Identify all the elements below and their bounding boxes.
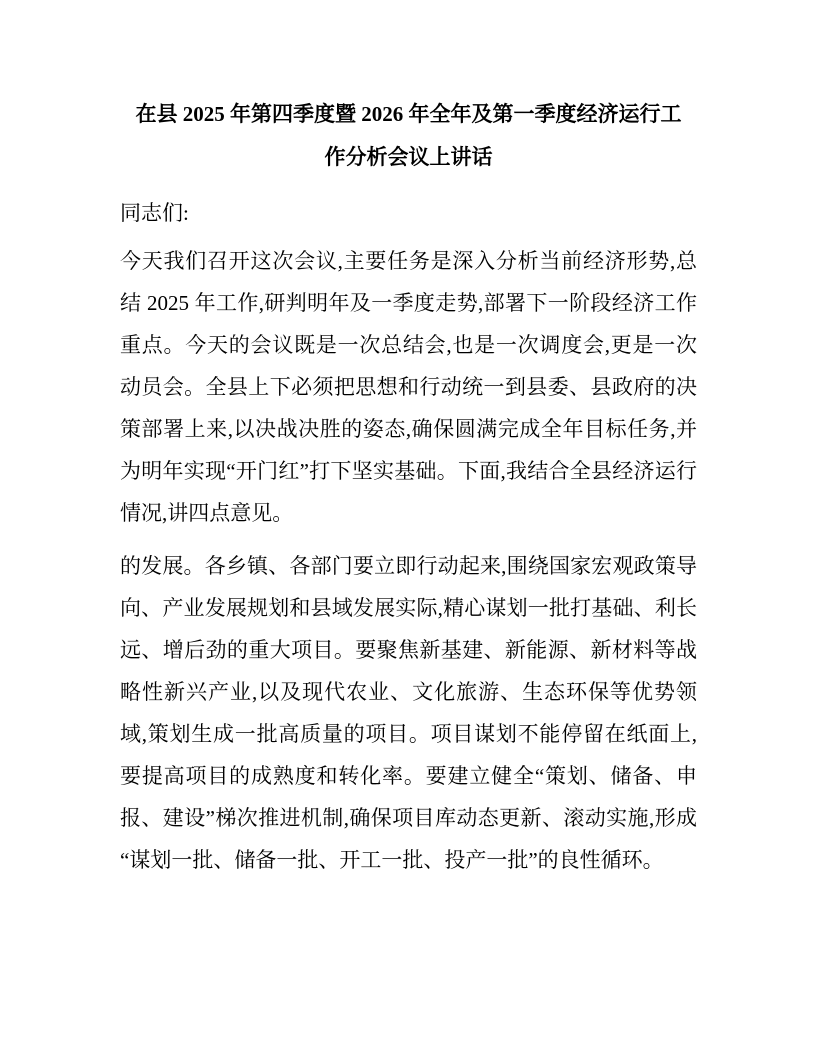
paragraph-opening: 今天我们召开这次会议,主要任务是深入分析当前经济形势,总结 2025 年工作,研判明年及一季度走势,部署下一阶段经济工作重点。今天的会议既是一次总结会,也是一次调度会,更是一次动员会。全县上下必须把思想和行动统一到县委、县政府的决策部署上来,以决战决胜的姿态,确保圆满完成全年目标任务,并为明年实现“开门红”打下坚实基础。下面,我结合全县经济运行情况,讲四点意见。 (120, 249, 697, 525)
title-line-1: 在县 2025 年第四季度暨 2026 年全年及第一季度经济运行工 (135, 102, 682, 126)
salutation: 同志们: (120, 201, 189, 225)
title-line-2: 作分析会议上讲话 (324, 145, 493, 169)
document-title (120, 93, 697, 179)
paragraph-continuation: 的发展。各乡镇、各部门要立即行动起来,围绕国家宏观政策导向、产业发展规划和县域发展实际,精心谋划一批打基础、利长远、增后劲的重大项目。要聚焦新基建、新能源、新材料等战略性新兴产业,以及现代农业、文化旅游、生态环保等优势领域,策划生成一批高质量的项目。项目谋划不能停留在纸面上,要提高项目的成熟度和转化率。要建立健全“策划、储备、申报、建设”梯次推进机制,确保项目库动态更新、滚动实施,形成“谋划一批、储备一批、开工一批、投产一批”的良性循环。 (120, 554, 697, 872)
